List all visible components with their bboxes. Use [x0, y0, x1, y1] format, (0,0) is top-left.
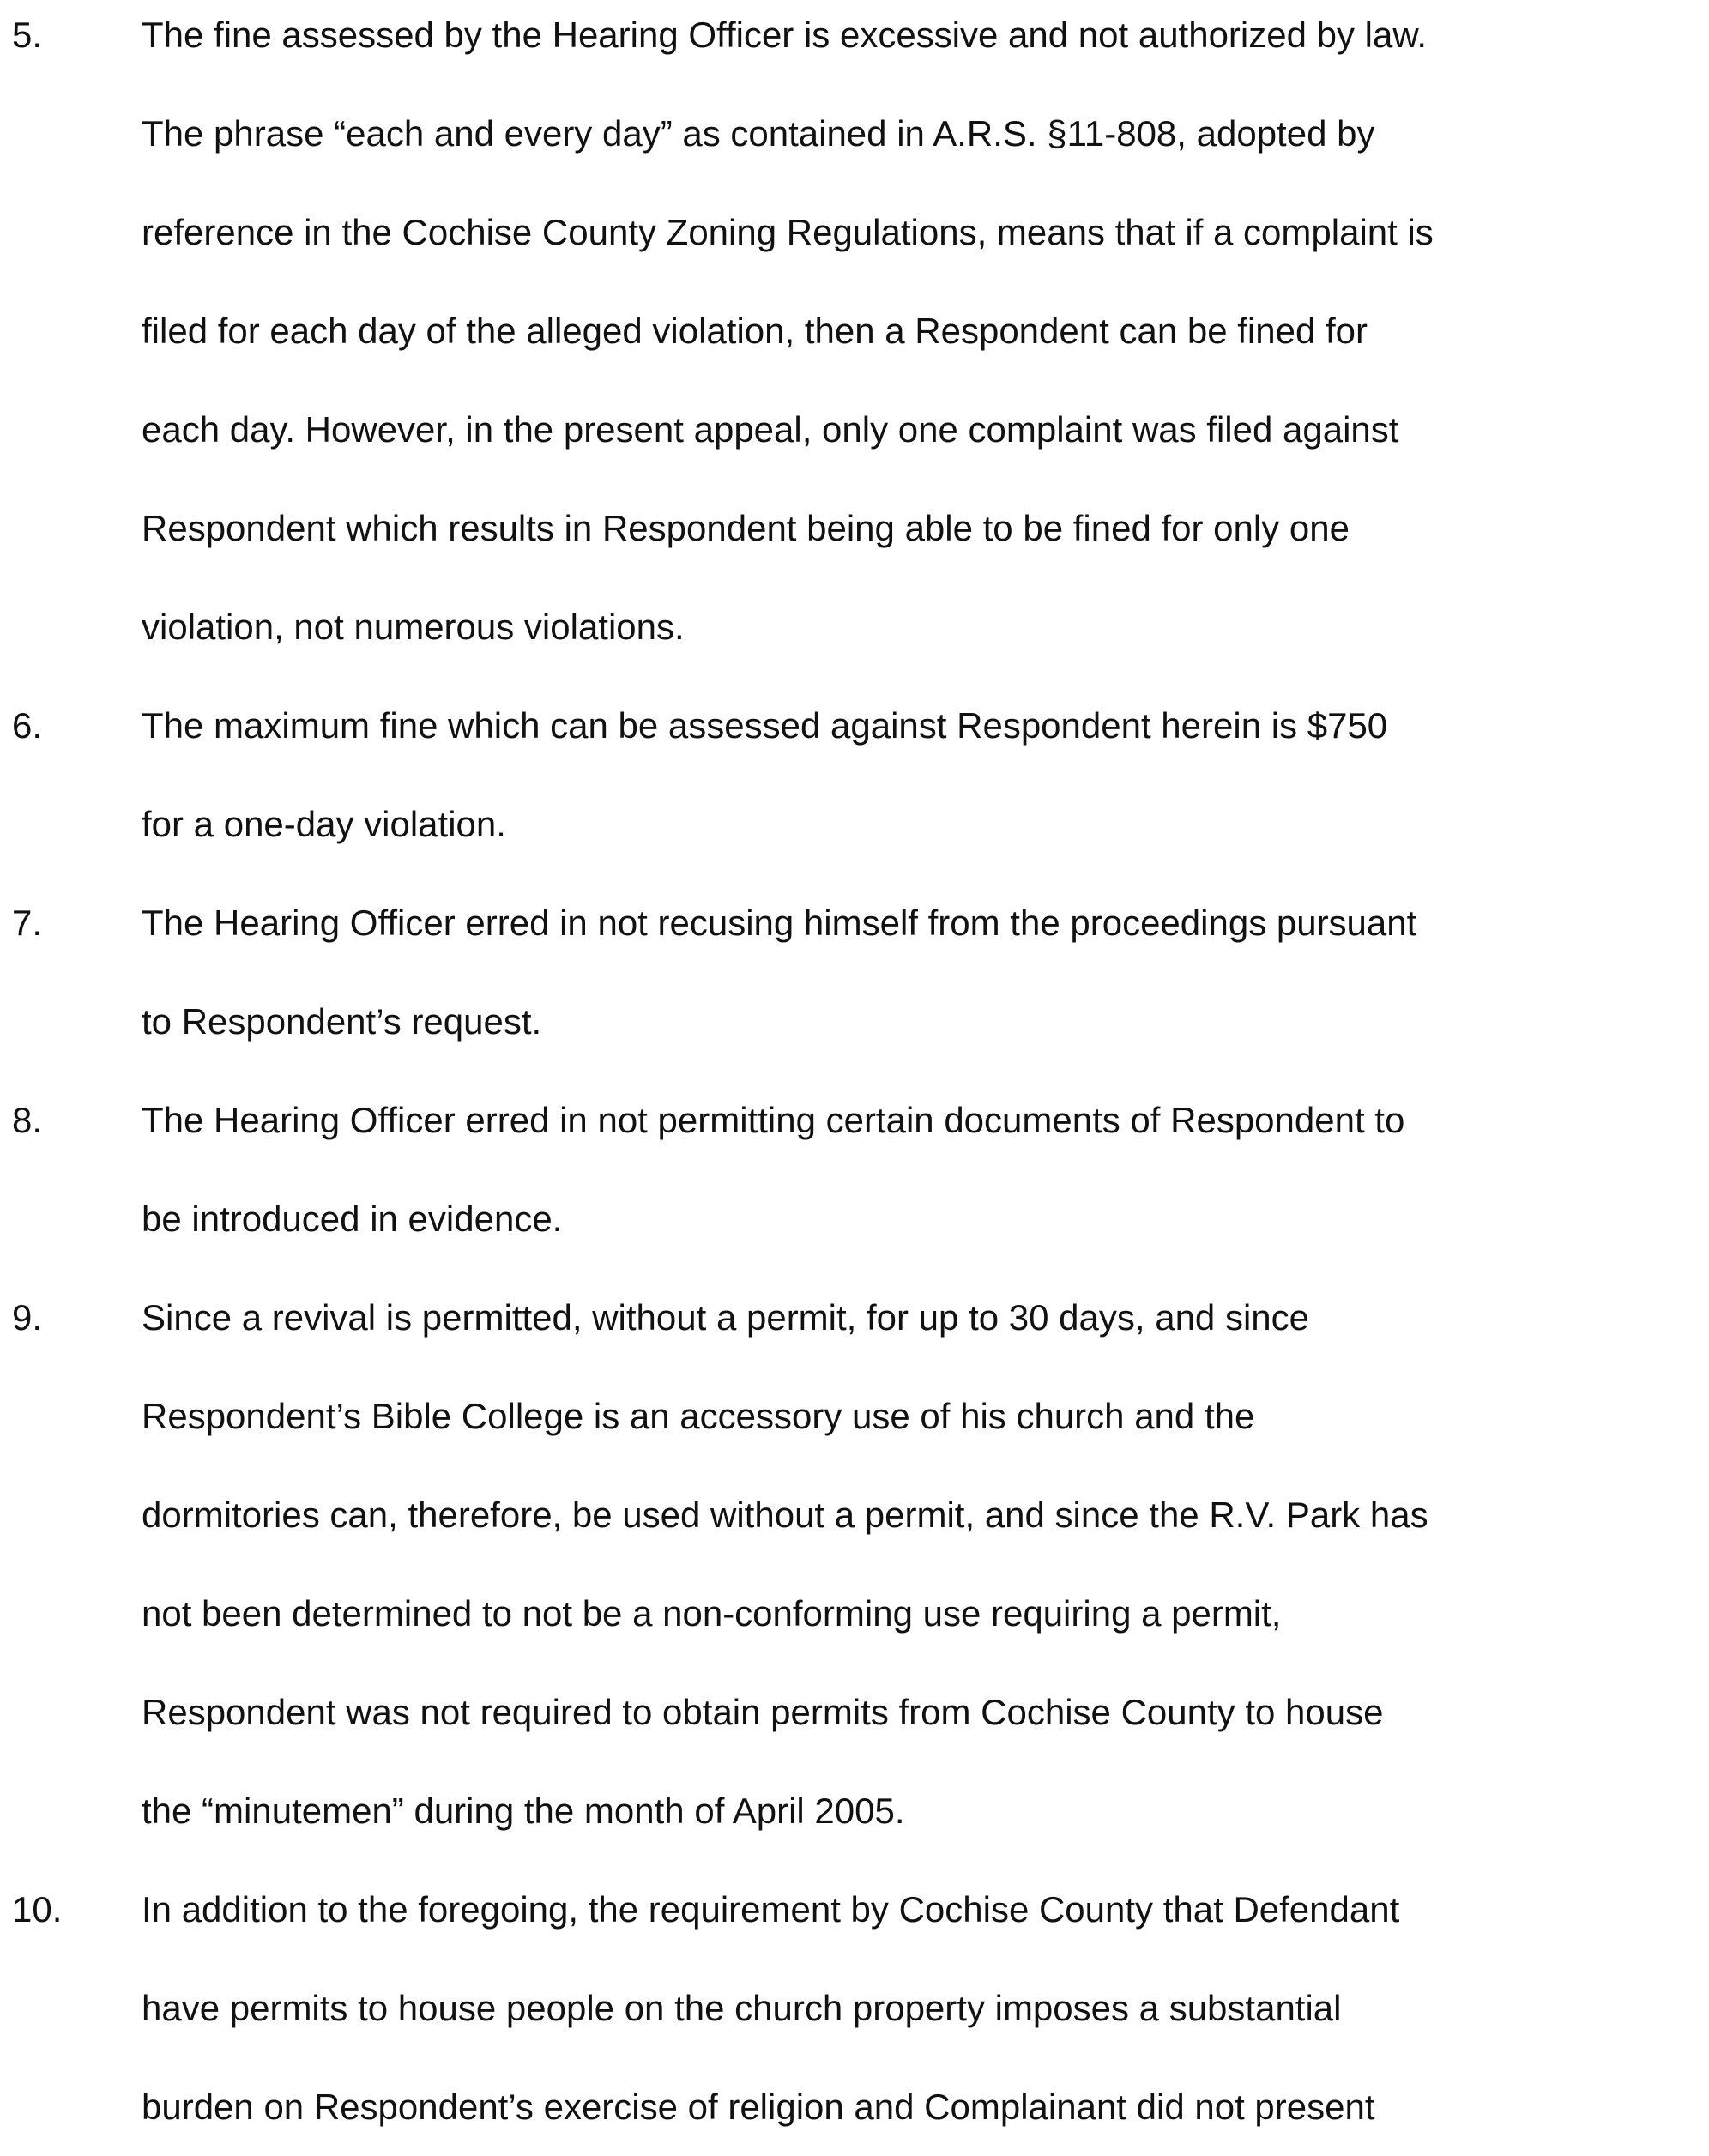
- text-line: be introduced in evidence.: [142, 1199, 563, 1239]
- text-line: to Respondent’s request.: [142, 1001, 542, 1042]
- text-line: The maximum fine which can be assessed against Respondent herein is $750: [142, 705, 1388, 746]
- text-line: violation, not numerous violations.: [142, 607, 685, 647]
- text-line: The Hearing Officer erred in not recusing himself from the proceedings pursuant: [142, 903, 1417, 943]
- item-number: 10.: [12, 1889, 63, 1930]
- text-line: the “minutemen” during the month of April 2005.: [142, 1791, 905, 1831]
- item-number: 6.: [12, 705, 43, 746]
- item-text: [142, 1860, 1691, 2156]
- item-number: 8.: [12, 1100, 43, 1140]
- text-line: filed for each day of the alleged violation, then a Respondent can be fined for: [142, 311, 1368, 351]
- item-number: 7.: [12, 903, 43, 943]
- text-line: Respondent was not required to obtain permits from Cochise County to house: [142, 1692, 1384, 1732]
- item-text: [142, 1071, 1691, 1268]
- text-line: Respondent’s Bible College is an accessory use of his church and the: [142, 1396, 1255, 1436]
- text-line: Respondent which results in Respondent being able to be fined for only one: [142, 508, 1350, 548]
- text-line: dormitories can, therefore, be used without a permit, and since the R.V. Park has: [142, 1495, 1428, 1535]
- text-line: Since a revival is permitted, without a permit, for up to 30 days, and since: [142, 1297, 1310, 1338]
- text-line: not been determined to not be a non-conforming use requiring a permit,: [142, 1593, 1282, 1634]
- text-line: In addition to the foregoing, the requirement by Cochise County that Defendant: [142, 1889, 1400, 1930]
- item-text: [142, 676, 1691, 873]
- text-line: The phrase “each and every day” as contained in A.R.S. §11-808, adopted by: [142, 113, 1375, 154]
- text-line: burden on Respondent’s exercise of religion and Complainant did not present: [142, 2087, 1375, 2127]
- text-line: for a one-day violation.: [142, 804, 506, 844]
- item-text: [142, 0, 1691, 676]
- item-text: [142, 1268, 1691, 1860]
- item-number: 9.: [12, 1297, 43, 1338]
- text-line: The fine assessed by the Hearing Officer is excessive and not authorized by law.: [142, 15, 1428, 55]
- item-number: 5.: [12, 15, 43, 55]
- item-text: [142, 873, 1691, 1071]
- text-line: The Hearing Officer erred in not permitting certain documents of Respondent to: [142, 1100, 1405, 1140]
- text-line: each day. However, in the present appeal, only one complaint was filed against: [142, 409, 1399, 450]
- text-line: have permits to house people on the church property imposes a substantial: [142, 1988, 1342, 2028]
- text-line: reference in the Cochise County Zoning Regulations, means that if a complaint is: [142, 212, 1434, 252]
